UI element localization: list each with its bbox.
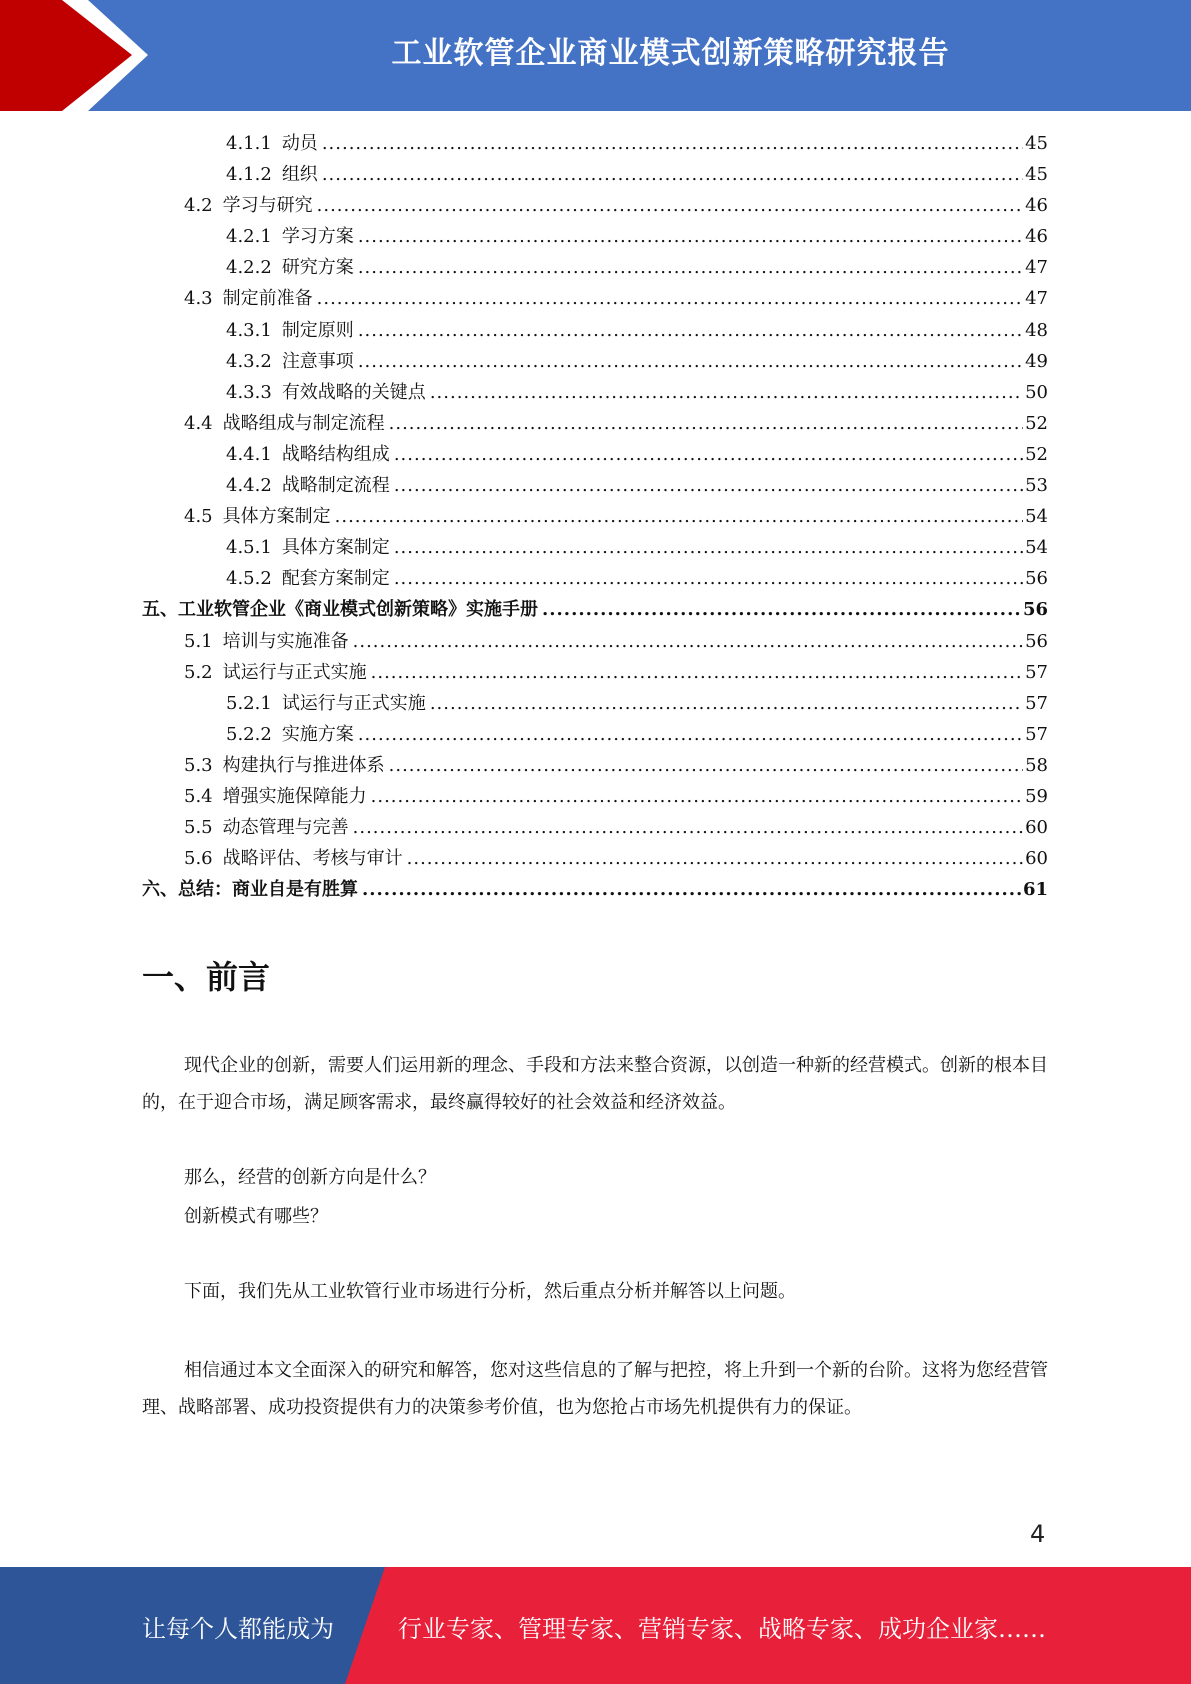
toc-entry-number: 5.1 <box>184 630 213 652</box>
toc-entry-label: 试运行与正式实施 <box>281 692 426 714</box>
toc-entry-label: 注意事项 <box>281 350 354 372</box>
toc-entry-number: 4.5 <box>184 506 213 528</box>
paragraph-question-2: 创新模式有哪些？ <box>184 1206 328 1227</box>
toc-entry-label: 学习与研究 <box>222 195 313 217</box>
toc-dot-leader <box>394 470 1023 501</box>
toc-entry[interactable] <box>142 657 1048 688</box>
toc-dot-leader <box>389 408 1023 439</box>
toc-entry[interactable] <box>142 563 1048 594</box>
toc-entry-label: 制定前准备 <box>222 288 313 310</box>
toc-entry[interactable] <box>142 501 1048 532</box>
toc-entry[interactable] <box>142 688 1048 719</box>
toc-entry-page: 61 <box>1022 879 1048 901</box>
toc-entry-number: 4.3.3 <box>226 381 272 403</box>
toc-dot-leader <box>542 594 1021 625</box>
toc-entry-number: 4.5.2 <box>226 568 272 590</box>
toc-dot-leader <box>371 657 1023 688</box>
toc-dot-leader <box>317 283 1023 314</box>
report-title: 工业软管企业商业模式创新策略研究报告 <box>391 36 950 71</box>
toc-dot-leader <box>322 128 1023 159</box>
table-of-contents <box>142 128 1048 905</box>
toc-entry-page: 52 <box>1025 443 1048 465</box>
toc-entry-page: 54 <box>1025 537 1048 559</box>
toc-entry-number: 4.2 <box>184 195 213 217</box>
toc-entry-number: 5.2.2 <box>226 723 272 745</box>
toc-dot-leader <box>353 626 1023 657</box>
section-heading: 一、前言 <box>142 958 271 996</box>
toc-entry-page: 49 <box>1025 350 1048 372</box>
toc-entry-page: 53 <box>1025 475 1048 497</box>
toc-entry[interactable] <box>142 532 1048 563</box>
toc-entry[interactable] <box>142 377 1048 408</box>
footer-slogan-right: 行业专家、管理专家、营销专家、战略专家、成功企业家…… <box>398 1615 1046 1643</box>
toc-entry-number: 4.1.2 <box>226 164 272 186</box>
toc-dot-leader <box>430 377 1023 408</box>
toc-dot-leader <box>389 750 1023 781</box>
toc-entry-label: 实施方案 <box>281 723 354 745</box>
toc-entry-number: 5.4 <box>184 785 213 807</box>
toc-entry-page: 57 <box>1025 723 1048 745</box>
toc-entry-page: 47 <box>1025 288 1048 310</box>
toc-entry-label: 战略评估、考核与审计 <box>222 848 403 870</box>
toc-entry-page: 48 <box>1025 319 1048 341</box>
toc-entry-number: 4.4.1 <box>226 443 272 465</box>
toc-dot-leader <box>371 781 1023 812</box>
toc-entry-label: 组织 <box>281 164 318 186</box>
toc-dot-leader <box>358 221 1023 252</box>
toc-entry[interactable] <box>142 346 1048 377</box>
toc-dot-leader <box>394 532 1023 563</box>
toc-dot-leader <box>407 843 1023 874</box>
toc-dot-leader <box>322 159 1023 190</box>
toc-entry-number: 4.2.2 <box>226 257 272 279</box>
toc-dot-leader <box>430 688 1023 719</box>
toc-entry-label: 有效战略的关键点 <box>281 381 426 403</box>
toc-entry-number: 5.3 <box>184 754 213 776</box>
toc-entry-page: 60 <box>1025 848 1048 870</box>
toc-entry-label: 试运行与正式实施 <box>222 661 367 683</box>
toc-entry[interactable] <box>142 190 1048 221</box>
toc-entry[interactable] <box>142 750 1048 781</box>
toc-entry-label: 培训与实施准备 <box>222 630 349 652</box>
page-footer <box>0 1567 1191 1684</box>
toc-entry-number: 4.3 <box>184 288 213 310</box>
toc-entry-page: 56 <box>1022 599 1048 621</box>
toc-entry[interactable] <box>142 159 1048 190</box>
toc-entry-number: 5.5 <box>184 817 213 839</box>
paragraph-question-1: 那么，经营的创新方向是什么？ <box>184 1167 436 1188</box>
toc-entry-number: 5.6 <box>184 848 213 870</box>
toc-entry[interactable] <box>142 315 1048 346</box>
toc-dot-leader <box>358 719 1023 750</box>
toc-entry-label: 战略结构组成 <box>281 443 390 465</box>
toc-entry-number: 4.5.1 <box>226 537 272 559</box>
page-header <box>0 0 1191 111</box>
paragraph-intro: 现代企业的创新，需要人们运用新的理念、手段和方法来整合资源，以创造一种新的经营模式。创新的根本目的，在于迎合市场，满足顾客需求，最终赢得较好的社会效益和经济效益。 <box>142 1055 1048 1113</box>
toc-entry-page: 56 <box>1025 630 1048 652</box>
toc-entry-page: 47 <box>1025 257 1048 279</box>
toc-entry-label: 动态管理与完善 <box>222 817 349 839</box>
toc-entry-label: 构建执行与推进体系 <box>222 754 385 776</box>
toc-dot-leader <box>362 874 1021 905</box>
toc-entry[interactable] <box>142 439 1048 470</box>
toc-entry-page: 46 <box>1025 195 1048 217</box>
toc-entry-label: 具体方案制定 <box>222 506 331 528</box>
toc-entry[interactable] <box>142 812 1048 843</box>
toc-entry-page: 57 <box>1025 661 1048 683</box>
toc-entry-label: 动员 <box>281 133 318 154</box>
toc-entry[interactable] <box>142 221 1048 252</box>
toc-entry-number: 4.3.1 <box>226 319 272 341</box>
toc-entry[interactable] <box>142 843 1048 874</box>
toc-entry-label: 战略制定流程 <box>281 475 390 497</box>
toc-entry[interactable] <box>142 719 1048 750</box>
toc-entry[interactable] <box>142 781 1048 812</box>
footer-slogan-left: 让每个人都能成为 <box>142 1615 334 1643</box>
toc-entry[interactable] <box>142 874 1048 905</box>
toc-entry-label: 战略组成与制定流程 <box>222 412 385 434</box>
toc-entry-label: 制定原则 <box>281 319 354 341</box>
toc-entry-number: 5.2.1 <box>226 692 272 714</box>
toc-dot-leader <box>358 346 1023 377</box>
toc-entry-page: 50 <box>1025 381 1048 403</box>
toc-entry-page: 45 <box>1025 164 1048 186</box>
toc-entry-number: 4.3.2 <box>226 350 272 372</box>
toc-entry[interactable] <box>142 470 1048 501</box>
toc-entry[interactable] <box>142 594 1048 625</box>
toc-entry-page: 60 <box>1025 817 1048 839</box>
toc-dot-leader <box>394 563 1023 594</box>
toc-entry-page: 56 <box>1025 568 1048 590</box>
toc-entry[interactable] <box>142 128 1048 159</box>
toc-entry-label: 学习方案 <box>281 226 354 248</box>
toc-entry[interactable] <box>142 626 1048 657</box>
paragraph-analysis: 下面，我们先从工业软管行业市场进行分析，然后重点分析并解答以上问题。 <box>184 1281 796 1302</box>
toc-entry-number: 5.2 <box>184 661 213 683</box>
toc-entry-label: 配套方案制定 <box>281 568 390 590</box>
toc-entry-number: 4.4.2 <box>226 475 272 497</box>
paragraph-conclusion: 相信通过本文全面深入的研究和解答，您对这些信息的了解与把控，将上升到一个新的台阶。这将为您经营管理、战略部署、成功投资提供有力的决策参考价值，也为您抢占市场先机提供有力的保证。 <box>142 1360 1048 1418</box>
toc-entry-page: 46 <box>1025 226 1048 248</box>
toc-entry-number: 4.1.1 <box>226 133 272 154</box>
page-number: 4 <box>1030 1520 1046 1548</box>
toc-dot-leader <box>317 190 1023 221</box>
toc-entry[interactable] <box>142 252 1048 283</box>
toc-dot-leader <box>394 439 1023 470</box>
toc-entry-number: 4.2.1 <box>226 226 272 248</box>
toc-dot-leader <box>358 252 1023 283</box>
toc-entry[interactable] <box>142 283 1048 314</box>
toc-entry-page: 57 <box>1025 692 1048 714</box>
toc-entry-label: 六、总结：商业自是有胜算 <box>142 879 358 901</box>
toc-entry-number: 4.4 <box>184 412 213 434</box>
toc-entry-page: 45 <box>1025 133 1048 154</box>
toc-dot-leader <box>353 812 1023 843</box>
toc-entry-page: 59 <box>1025 785 1048 807</box>
toc-entry-page: 54 <box>1025 506 1048 528</box>
toc-dot-leader <box>335 501 1023 532</box>
toc-entry-page: 58 <box>1025 754 1048 776</box>
toc-entry[interactable] <box>142 408 1048 439</box>
toc-dot-leader <box>358 315 1023 346</box>
toc-entry-label: 具体方案制定 <box>281 537 390 559</box>
toc-entry-label: 增强实施保障能力 <box>222 785 367 807</box>
toc-entry-label: 研究方案 <box>281 257 354 279</box>
toc-entry-page: 52 <box>1025 412 1048 434</box>
toc-entry-label: 五、工业软管企业《商业模式创新策略》实施手册 <box>142 599 538 621</box>
